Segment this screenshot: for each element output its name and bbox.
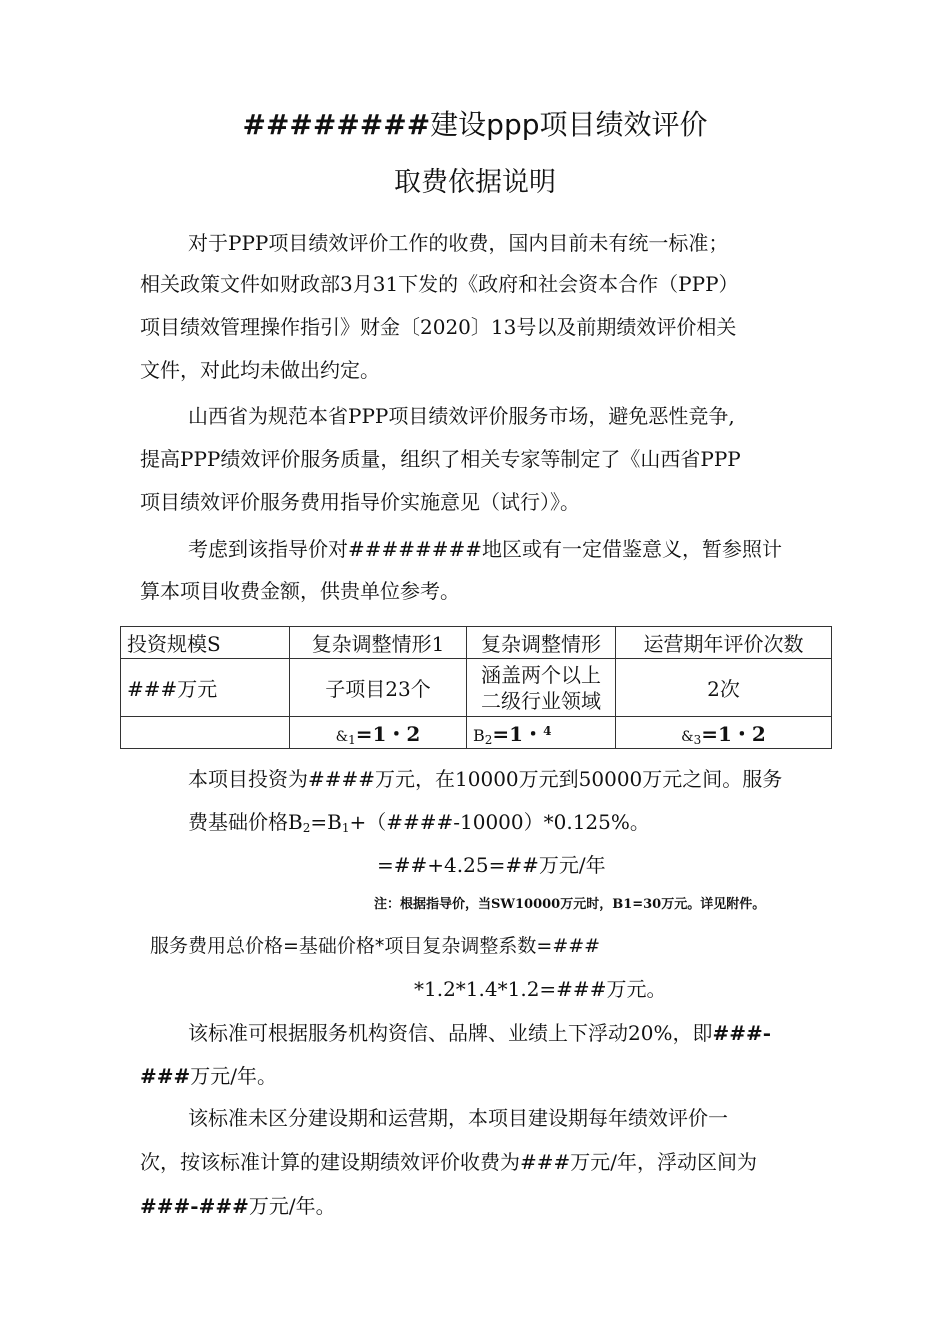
para1-line1: 对于PPP项目绩效评价工作的收费，国内目前未有统一标准； [188,231,729,255]
calc-line5: *1.2*1.4*1.2=###万元。 [414,977,667,1001]
para4-text: 万元/年。 [190,1064,278,1088]
document-subtitle: 取费依据说明 [394,167,556,198]
table-header-cell: 运营期年评价次数 [616,627,832,659]
calc-text: 费基础价格B [188,810,303,834]
document-title [0,103,950,143]
coef-value: =1・2 [355,722,421,746]
calc-subscript: 1 [341,821,350,835]
table-cell [467,659,616,717]
coef-subscript: 3 [693,733,702,747]
coef-symbol: & [335,729,349,745]
coef-value: =1・2 [701,722,766,746]
para4-hash: ### [140,1064,191,1088]
title-text: 建设ppp项目绩效评价 [430,108,708,141]
para1-line2: 相关政策文件如财政部3月31下发的《政府和社会资本合作（PPP） [140,272,739,296]
table-header-cell: 复杂调整情形1 [290,627,467,659]
table-cell-line: 二级行业领域 [481,688,601,713]
calc-line1: 本项目投资为####万元，在10000万元到50000万元之间。服务 [188,767,783,791]
table-cell: 子项目23个 [290,659,467,717]
coef-symbol: & [681,729,694,745]
para4-hash: ###- [712,1021,772,1045]
title-hash: ######## [242,108,431,141]
coef-superscript: 4 [543,724,552,738]
para5-line3 [140,1192,336,1220]
table-row [121,717,832,749]
table-cell [467,717,616,749]
para3-line1: 考虑到该指导价对########地区或有一定借鉴意义，暂参照计 [188,537,783,561]
coef-subscript: 2 [484,733,493,747]
table-cell-line: 涵盖两个以上 [481,662,601,687]
table-cell [616,717,832,749]
para5-line1: 该标准未区分建设期和运营期，本项目建设期每年绩效评价一 [188,1106,728,1130]
table-header-cell: 投资规模S [121,627,290,659]
calc-subscript: 2 [302,821,311,835]
para2-line2: 提高PPP绩效评价服务质量，组织了相关专家等制定了《山西省PPP [140,447,741,471]
para2-line3: 项目绩效评价服务费用指导价实施意见（试行）》。 [140,490,580,514]
calc-line2 [188,808,650,842]
table-header-cell: 复杂调整情形 [467,627,616,659]
table-cell: 2次 [616,659,832,717]
table-cell [121,717,290,749]
table-row [121,659,832,717]
para5-text: 万元/年。 [248,1194,336,1218]
coef-subscript: 1 [348,733,356,747]
para3-line2: 算本项目收费金额，供贵单位参考。 [140,579,460,603]
para5-hash: ###-### [140,1194,249,1218]
calc-line3: =##+4.25=##万元/年 [377,853,606,877]
para1-line3: 项目绩效管理操作指引》财金〔2020〕13号以及前期绩效评价相关 [140,315,737,339]
table-cell: ###万元 [121,659,290,717]
para4-line1 [188,1019,771,1047]
para4-text: 该标准可根据服务机构资信、品牌、业绩上下浮动20%，即 [188,1021,713,1045]
para2-line1: 山西省为规范本省PPP项目绩效评价服务市场，避免恶性竞争, [188,404,735,428]
para4-line2 [140,1062,277,1090]
fee-table [120,626,832,749]
coef-symbol: B [473,726,485,745]
calc-line4: 服务费用总价格=基础价格*项目复杂调整系数=### [150,935,601,957]
calc-text: =B [310,810,342,834]
table-header-row [121,627,832,659]
para1-line4: 文件，对此均未做出约定。 [140,358,380,382]
coef-value: =1・ [492,722,544,746]
table-cell [290,717,467,749]
calc-text: +（####-10000）*0.125%。 [349,810,650,834]
calc-note: 注：根据指导价，当SW10000万元时，B1=30万元。详见附件。 [374,897,766,912]
para5-line2: 次，按该标准计算的建设期绩效评价收费为###万元/年，浮动区间为 [140,1150,758,1174]
